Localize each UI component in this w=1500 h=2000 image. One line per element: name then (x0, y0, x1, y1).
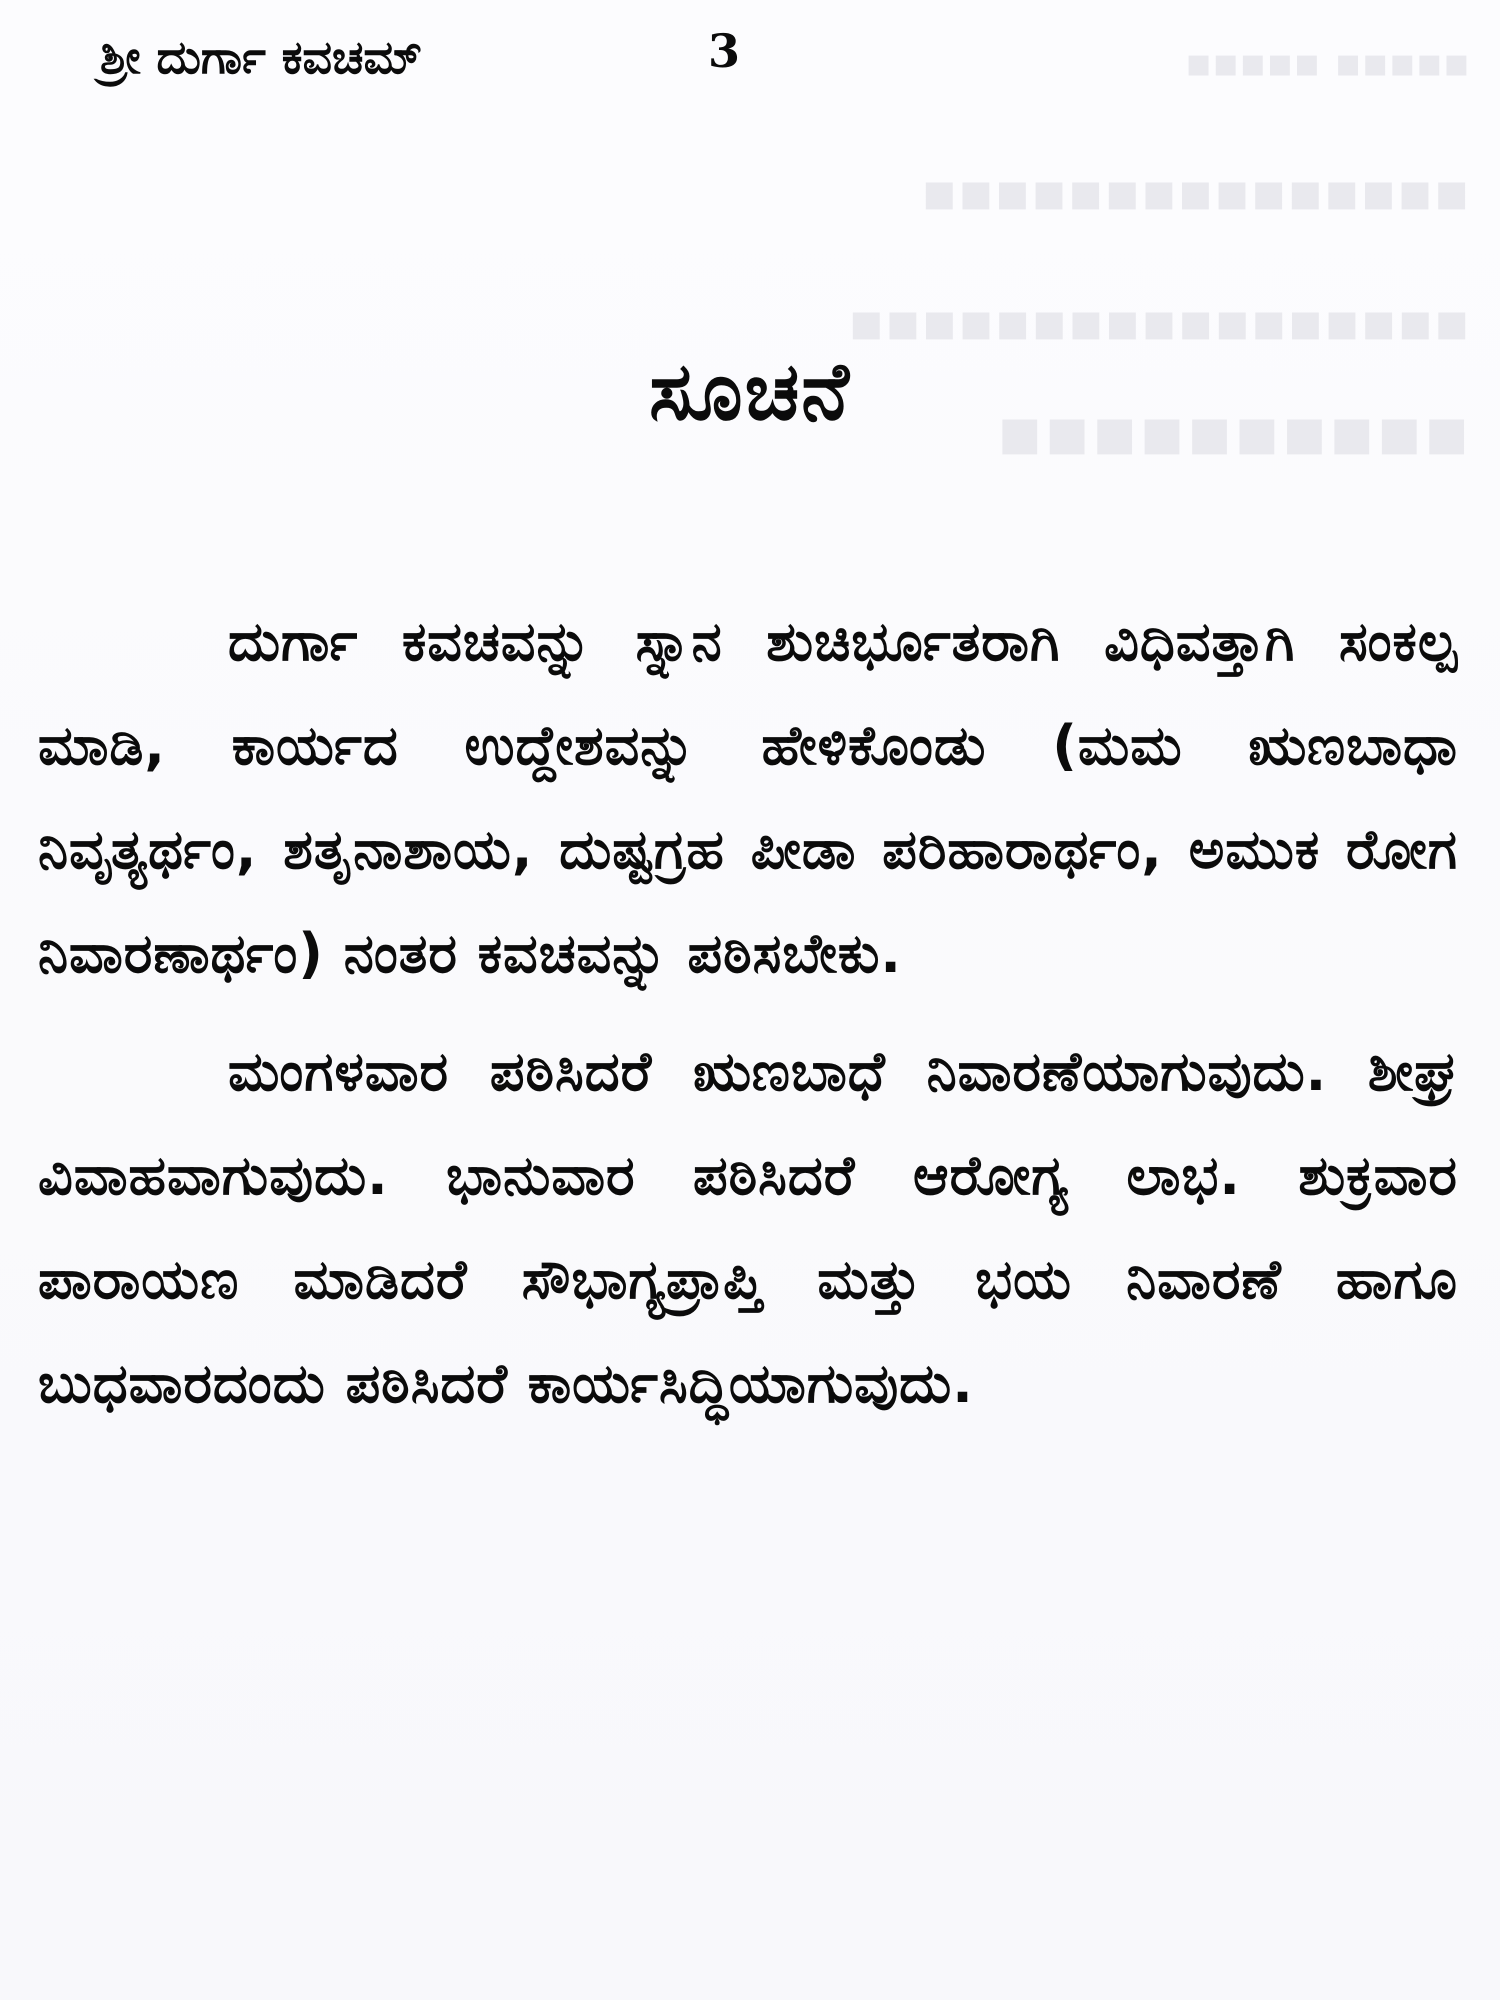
bleed-through-text: ▪▪▪▪▪▪▪▪▪▪▪▪▪▪▪ (921, 160, 1470, 223)
bleed-through-text: ▪▪▪▪▪ ▪▪▪▪▪ (1184, 40, 1470, 86)
body-text (38, 590, 1458, 1436)
running-head (100, 18, 422, 98)
paragraph: ಮಂಗಳವಾರ ಪಠಿಸಿದರೆ ಋಣಬಾಧೆ ನಿವಾರಣೆಯಾಗುವುದು. ಶೀಘ್ರ ವಿವಾಹವಾಗುವುದು. ಭಾನುವಾರ ಪಠಿಸಿದರೆ ಆರೋಗ್ಯ ಲಾಭ. ಶುಕ್ರವಾರ ಪಾರಾಯಣ ಮಾಡಿದರೆ ಸೌಭಾಗ್ಯಪ್ರಾಪ್ತಿ ಮತ್ತು ಭಯ ನಿವಾರಣೆ ಹಾಗೂ ಬುಧವಾರದಂದು ಪಠಿಸಿದರೆ ಕಾರ್ಯಸಿದ್ಧಿಯಾಗುವುದು. (38, 1040, 1458, 1415)
page-number: 3 (708, 24, 741, 78)
bleed-through-text: ▪▪▪▪▪▪▪▪▪▪ (995, 390, 1470, 472)
paragraph: ದುರ್ಗಾ ಕವಚವನ್ನು ಸ್ನಾನ ಶುಚಿರ್ಭೂತರಾಗಿ ವಿಧಿವತ್ತಾಗಿ ಸಂಕಲ್ಪ ಮಾಡಿ, ಕಾರ್ಯದ ಉದ್ದೇಶವನ್ನು ಹೇಳಿಕೊಂಡು (ಮಮ ಋಣಬಾಧಾ ನಿವೃತ್ಯರ್ಥಂ, ಶತೃನಾಶಾಯ, ದುಷ್ಟಗ್ರಹ ಪೀಡಾ ಪರಿಹಾರಾರ್ಥಂ, ಅಮುಕ ರೋಗ ನಿವಾರಣಾರ್ಥಂ) ನಂತರ ಕವಚವನ್ನು ಪಠಿಸಬೇಕು. (38, 610, 1458, 985)
running-title: ಶ್ರೀ ದುರ್ಗಾ ಕವಚಮ್ (100, 30, 423, 84)
section-heading: ಸೂಚನೆ (649, 345, 851, 438)
bleed-through-text: ▪▪▪▪▪▪▪▪▪▪▪▪▪▪▪▪▪ (847, 290, 1470, 353)
